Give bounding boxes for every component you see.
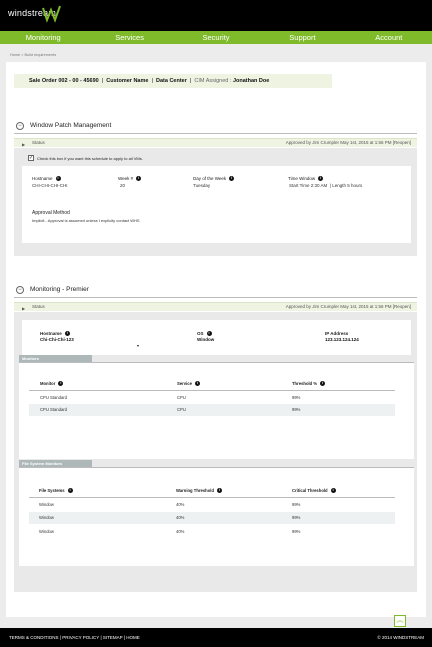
week-value: 20: [120, 183, 126, 188]
col-warning: Warning Threshold i: [176, 488, 222, 493]
ip-label: IP Address: [325, 331, 349, 336]
file-system-tab[interactable]: File System Monitors: [19, 460, 92, 467]
apply-all-label: Check this box if you want this schedule to apply to all VMs.: [37, 156, 143, 161]
header-bar: [0, 0, 432, 31]
divider: [29, 390, 395, 391]
data-center: Data Center: [156, 78, 187, 84]
info-icon[interactable]: i: [217, 488, 222, 493]
cell: 99%: [292, 395, 301, 400]
terms-link[interactable]: TERMS & CONDITIONS: [9, 635, 59, 640]
cell: 99%: [292, 515, 301, 520]
day-label: Day of the Week i: [193, 176, 234, 181]
nav-item-security[interactable]: Security: [202, 33, 230, 42]
privacy-link[interactable]: PRIVACY POLICY: [62, 635, 100, 640]
info-icon[interactable]: i: [320, 381, 325, 386]
breadcrumb[interactable]: Home > Build requirements: [10, 53, 57, 57]
footer: [0, 628, 432, 647]
logo-mark-icon: [42, 5, 62, 23]
divider: [14, 297, 417, 298]
col-file-systems: File Systems i: [39, 488, 73, 493]
cell: 99%: [292, 407, 301, 412]
table-row: [29, 392, 395, 404]
week-label: Week # i: [118, 176, 141, 181]
status-label: Status: [32, 304, 45, 309]
col-threshold: Threshold % i: [292, 381, 325, 386]
monitoring-section-title: Monitoring - Premier: [30, 286, 89, 293]
customer-name: Customer Name: [106, 78, 149, 84]
info-icon[interactable]: i: [229, 176, 234, 181]
patch-status-bar[interactable]: [14, 138, 417, 147]
main-nav: [0, 31, 432, 44]
cell: CPU: [177, 407, 186, 412]
nav-item-monitoring[interactable]: Monitoring: [25, 33, 61, 42]
sales-order-bar: Sale Order 002 - 00 - 45690 | Customer Name | Data Center | CIM Assigned : Jonathan Doe: [14, 74, 332, 88]
info-icon[interactable]: i: [65, 331, 70, 336]
cell: Window: [39, 515, 54, 520]
divider: [14, 133, 417, 134]
info-icon[interactable]: i: [195, 381, 200, 386]
cell: Window: [39, 502, 54, 507]
monitoring-status-bar[interactable]: [14, 302, 417, 311]
os-value: Window: [197, 337, 215, 342]
approval-method-label: Approval Method: [32, 210, 70, 216]
cell: 40%: [176, 515, 185, 520]
os-label: OS i: [197, 331, 212, 336]
approval-text[interactable]: Approved by Jim Crumpler May 1st, 2015 at 1:56 PM [Reopen]: [285, 140, 411, 145]
cell: CPU Standard: [40, 395, 67, 400]
mon-hostname-value: Chi-Chi-Chi-123: [40, 337, 74, 342]
time-window-label: Time Window i: [288, 176, 323, 181]
col-critical: Critical Threshold i: [292, 488, 336, 493]
sales-order-number: Sale Order 002 - 00 - 45690: [29, 78, 99, 84]
monitors-tab[interactable]: Monitors: [19, 355, 92, 362]
table-row: [29, 404, 395, 416]
nav-item-support[interactable]: Support: [289, 33, 316, 42]
cim-name: Jonathan Doe: [232, 78, 270, 84]
info-icon[interactable]: i: [331, 488, 336, 493]
double-chevron-up-icon: ︽: [396, 617, 404, 624]
cell: 40%: [176, 529, 185, 534]
info-icon[interactable]: i: [207, 331, 212, 336]
hostname-dropdown-icon[interactable]: ▾: [137, 343, 140, 348]
cell: Window: [39, 529, 54, 534]
cim-label: CIM Assigned :: [194, 78, 232, 84]
time-window-value: Start Time 2:30 AM | Length 5 hours: [289, 183, 363, 188]
footer-links: TERMS & CONDITIONS | PRIVACY POLICY | SITEMAP | HOME: [9, 635, 140, 640]
back-to-top-button[interactable]: [394, 615, 406, 627]
status-label: Status: [32, 140, 45, 145]
copyright: © 2014 WINDSTREAM: [377, 635, 424, 640]
table-row: [29, 526, 395, 538]
collapse-monitoring-icon[interactable]: −: [16, 286, 24, 294]
brand-logo[interactable]: windstream: [8, 8, 57, 18]
expand-arrow-icon: ▶: [22, 142, 26, 147]
hostname-label: Hostname i: [32, 176, 61, 181]
table-row: [29, 499, 395, 511]
info-icon[interactable]: i: [56, 176, 61, 181]
col-monitor: Monitor i: [40, 381, 63, 386]
cell: CPU Standard: [40, 407, 67, 412]
info-icon[interactable]: i: [318, 176, 323, 181]
apply-all-checkbox[interactable]: ✓: [29, 155, 34, 161]
sitemap-link[interactable]: SITEMAP: [102, 635, 123, 640]
hostname-value: CHI-CHI-CHI-CHI: [32, 183, 68, 188]
cell: 99%: [292, 529, 301, 534]
home-link[interactable]: HOME: [126, 635, 140, 640]
info-icon[interactable]: i: [136, 176, 141, 181]
nav-item-account[interactable]: Account: [375, 33, 403, 42]
ip-value: 123.123.124.124: [325, 337, 359, 342]
cell: 99%: [292, 502, 301, 507]
day-value: Tuesday: [193, 183, 211, 188]
approval-text[interactable]: Approved by Jim Crumpler May 1st, 2015 at 1:56 PM [Reopen]: [285, 304, 411, 309]
table-row: [29, 512, 395, 524]
divider: [29, 497, 395, 498]
cell: CPU: [177, 395, 186, 400]
collapse-patch-icon[interactable]: −: [16, 122, 24, 130]
patch-section-title: Window Patch Management: [30, 122, 112, 129]
expand-arrow-icon: ▶: [22, 306, 26, 311]
info-icon[interactable]: i: [68, 488, 73, 493]
approval-method-value: Implicit - Approval is assumed unless I explicity contact WHS: [32, 218, 140, 223]
cell: 40%: [176, 502, 185, 507]
mon-hostname-label: Hostname i: [40, 331, 70, 336]
nav-item-services[interactable]: Services: [115, 33, 144, 42]
info-icon[interactable]: i: [58, 381, 63, 386]
col-service: Service i: [177, 381, 200, 386]
